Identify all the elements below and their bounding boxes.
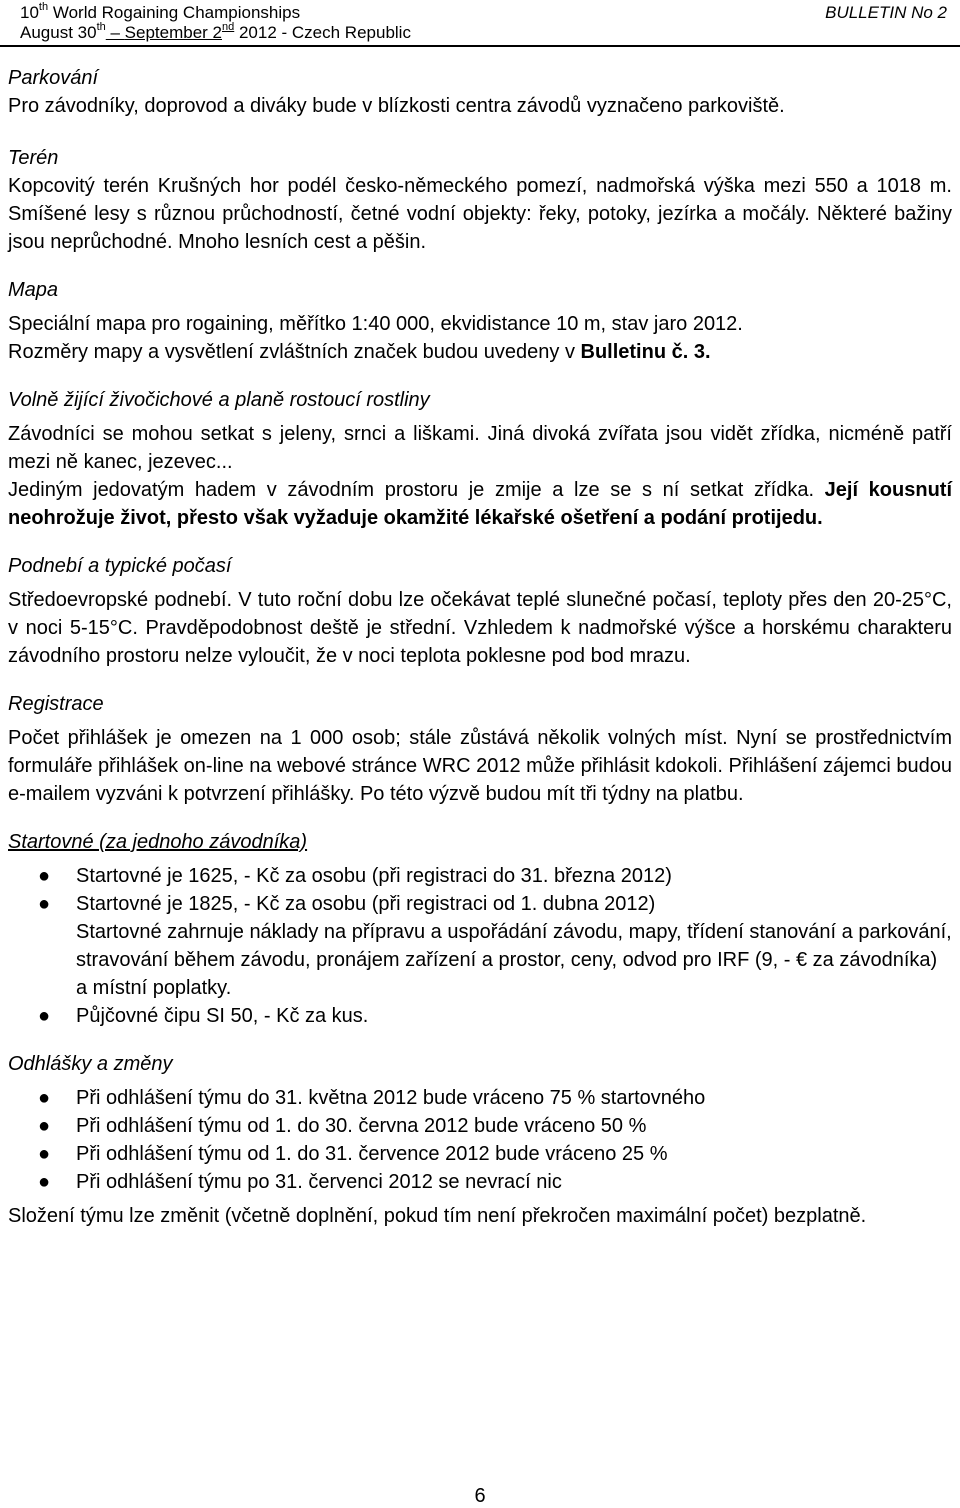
refund-list: [8, 1084, 952, 1196]
section-map: [8, 276, 952, 366]
event-dates: August 30th – September 2nd 2012 - Czech Republic: [20, 21, 411, 42]
section-heading: Terén: [8, 147, 59, 169]
section-cancellation: [8, 1050, 952, 1230]
bullet-icon: ●: [38, 1171, 51, 1193]
paragraph: Středoevropské podnebí. V tuto roční dobu lze očekávat teplé slunečné počasí, teploty přes den 20-25°C, v noci 5-15°C. Pravděpodobnost deště je střední. Vzhledem k nadmořské výšce a horskému charakteru závodního prostoru nelze vyloučit, že v noci teplota poklesne pod bod mrazu.: [8, 589, 952, 667]
event-title: 10th World Rogaining Championships: [20, 1, 301, 22]
section-climate: [8, 552, 952, 670]
paragraph: Závodníci se mohou setkat s jeleny, srnci a liškami. Jiná divoká zvířata jsou vidět zřídka, nicméně patří mezi ně kanec, jezevec...: [8, 423, 952, 473]
list-item: ● Startovné je 1825, - Kč za osobu (při registraci od 1. dubna 2012): [8, 890, 952, 918]
page-content: [8, 64, 952, 1230]
fee-list: [8, 862, 952, 1030]
section-heading: Registrace: [8, 693, 104, 715]
paragraph: Počet přihlášek je omezen na 1 000 osob; stále zůstává několik volných míst. Nyní se prostřednictvím formuláře přihlášek on-line na webové stránce WRC 2012 může přihlásit kdokoli. Přihlášení zájemci budou e-mailem vyzváni k potvrzení přihlášky. Po této výzvě budou mít tři týdny na platbu.: [8, 727, 952, 805]
paragraph: Jediným jedovatým hadem v závodním prostoru je zmije a lze se s ní setkat zřídka. Její kousnutí neohrožuje život, přesto však vyžaduje okamžité lékařské ošetření a podání protijedu.: [8, 479, 953, 529]
list-item: ● Při odhlášení týmu do 31. května 2012 bude vráceno 75 % startovného: [8, 1084, 952, 1112]
list-item-continuation: Startovné zahrnuje náklady na přípravu a uspořádání závodu, mapy, třídení stanování a parkování, stravování během závodu, pronájem zařízení a prostor, ceny, odvod pro IRF (9, - € za závodníka) a místní poplatky.: [76, 921, 952, 999]
section-heading: Parkování: [8, 67, 99, 89]
bulletin-number: BULLETIN No 2: [825, 3, 947, 22]
page-number: 6: [474, 1485, 486, 1507]
header-rule: [0, 45, 960, 47]
paragraph: Speciální mapa pro rogaining, měřítko 1:40 000, ekvidistance 10 m, stav jaro 2012.: [8, 313, 743, 335]
section-parking: [8, 64, 952, 120]
page-header: [0, 0, 960, 46]
section-heading: Startovné (za jednoho závodníka): [8, 831, 308, 853]
section-heading: Volně žijící živočichové a planě rostoucí rostliny: [8, 389, 430, 411]
bullet-icon: ●: [38, 865, 51, 887]
bullet-icon: ●: [38, 1087, 51, 1109]
bullet-icon: ●: [38, 893, 51, 915]
bullet-icon: ●: [38, 1115, 51, 1137]
section-fee: [8, 828, 952, 1030]
bold-reference: Bulletinu č. 3.: [580, 341, 711, 363]
bullet-icon: ●: [38, 1005, 51, 1027]
list-item: ● Při odhlášení týmu od 1. do 30. června 2012 bude vráceno 50 %: [8, 1112, 952, 1140]
list-item: ● Půjčovné čipu SI 50, - Kč za kus.: [8, 1002, 952, 1030]
warning-text: Její kousnutí neohrožuje život, přesto však vyžaduje okamžité lékařské ošetření a podání protijedu.: [8, 479, 953, 529]
section-terrain: [8, 144, 952, 256]
section-heading: Odhlášky a změny: [8, 1053, 173, 1075]
paragraph: Složení týmu lze změnit (včetně doplnění, pokud tím není překročen maximální počet) bezplatně.: [8, 1205, 867, 1227]
list-item: ● Při odhlášení týmu od 1. do 31. července 2012 bude vráceno 25 %: [8, 1140, 952, 1168]
section-registration: [8, 690, 952, 808]
list-item: ● Při odhlášení týmu po 31. červenci 2012 se nevrací nic: [8, 1168, 952, 1196]
section-heading: Podnebí a typické počasí: [8, 555, 232, 577]
list-item: ● Startovné je 1625, - Kč za osobu (při registraci do 31. března 2012): [8, 862, 952, 890]
paragraph: Pro závodníky, doprovod a diváky bude v blízkosti centra závodů vyznačeno parkoviště.: [8, 95, 785, 117]
bullet-icon: ●: [38, 1143, 51, 1165]
paragraph: Rozměry mapy a vysvětlení zvláštních značek budou uvedeny v Bulletinu č. 3.: [8, 341, 711, 363]
section-heading: Mapa: [8, 279, 59, 301]
section-wildlife: [8, 386, 952, 532]
paragraph: Kopcovitý terén Krušných hor podél česko-německého pomezí, nadmořská výška mezi 550 a 1018 m. Smíšené lesy s různou průchodností, četné vodní objekty: řeky, potoky, jezírka a močály. Některé bažiny jsou neprůchodné. Mnoho lesních cest a pěšin.: [8, 175, 952, 253]
